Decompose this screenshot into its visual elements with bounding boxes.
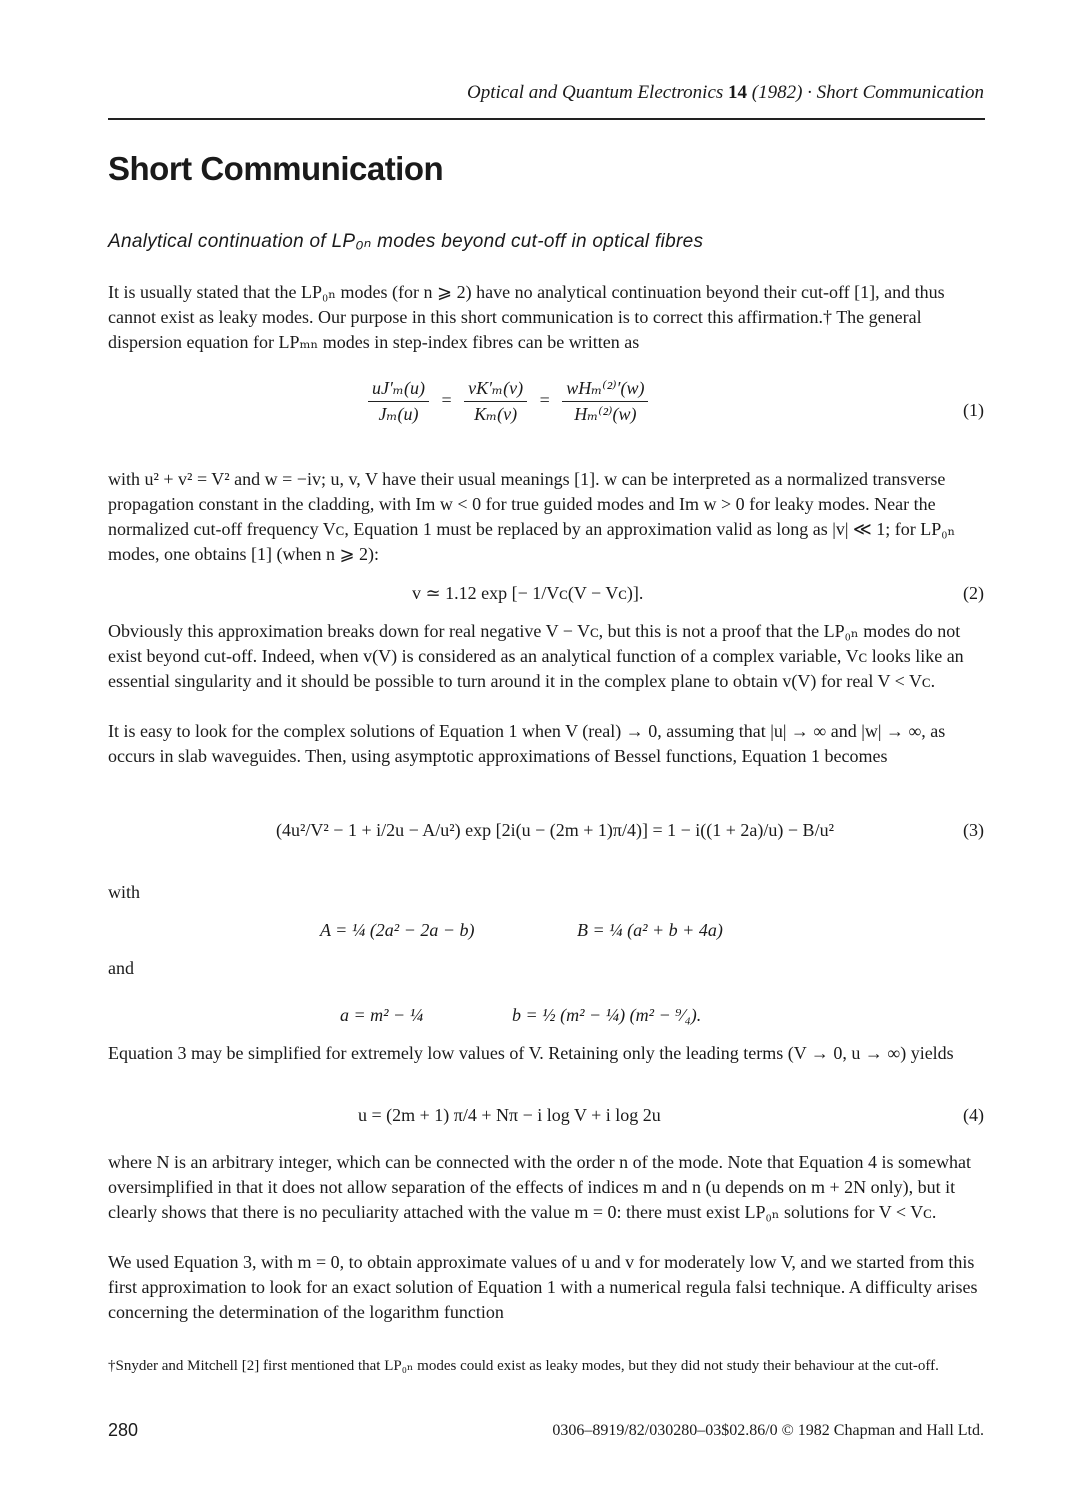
word-with: with — [108, 882, 141, 902]
paragraph-cutoff: Obviously this approximation breaks down for real negative V − Vᴄ, but this is not a proof that the LP₀ₙ modes do not exist beyond cut-off. Indeed, when v(V) is considered as an analytical function of a complex variable, Vᴄ looks like an essential singularity and it should be possible to turn around it in the complex plane to obtain v(V) for real V < Vᴄ. — [108, 621, 964, 691]
copyright-imprint: 0306–8919/82/030280–03$02.86/0 © 1982 Chapman and Hall Ltd. — [552, 1422, 984, 1439]
paragraph-asymptotic: It is easy to look for the complex solutions of Equation 1 when V (real) → 0, assuming that |u| → ∞ and |w| → ∞, as occurs in slab waveguides. Then, using asymptotic approximations of Bessel functions, Equation 1 becomes — [108, 721, 946, 766]
equation-B: B = ¼ (a² + b + 4a) — [577, 920, 723, 940]
equation-4: u = (2m + 1) π/4 + Nπ − i log V + i log 2u — [358, 1105, 661, 1125]
eq1-rhs: $\frac{\text{wHₘ⁽²⁾′(w)}}{\text{Hₘ⁽²⁾(w)}}$ — [562, 378, 648, 425]
equation-2: v ≃ 1.12 exp [− 1/Vᴄ(V − Vᴄ)]. — [412, 583, 644, 603]
equation-2-number: (2) — [963, 583, 984, 603]
section-title: Short Communication — [108, 150, 444, 187]
footnote: †Snyder and Mitchell [2] first mentioned that LP₀ₙ modes could exist as leaky modes, but they did not study their behaviour at the cut-off. — [108, 1358, 939, 1374]
equation-1: $\frac{\text{uJ′ₘ(u)}}{\text{Jₘ(u)}}$ = $\frac{\text{vK′ₘ(v)}}{\text{Kₘ(v)}}$ = $\frac{\text{wHₘ⁽²⁾′(w)}}{\text{Hₘ⁽²⁾(w)}}$ — [368, 378, 648, 425]
header-rule — [108, 118, 985, 120]
paragraph-order: where N is an arbitrary integer, which can be connected with the order n of the mode. Note that Equation 4 is somewhat oversimplified in that it does not allow separation of the effects of indices m and n (u depends on m + 2N only), but it clearly shows that there is no peculiarity attached with the value m = 0: there must exist LP₀ₙ solutions for V < Vᴄ. — [108, 1152, 971, 1222]
journal-name: Optical and Quantum Electronics — [466, 82, 724, 103]
paragraph-dispersion: with u² + v² = V² and w = −iv; u, v, V have their usual meanings [1]. w can be interpreted as a normalized transverse propagation constant in the cladding, with Im w < 0 for true guided modes and Im w > 0 for leaky modes. Near the normalized cut-off frequency Vᴄ, Equation 1 must be replaced by an approximation valid as long as |v| ≪ 1; for LP₀ₙ modes, one obtains [1] (when n ⩾ 2): — [108, 469, 956, 564]
paragraph-regula-falsi: We used Equation 3, with m = 0, to obtain approximate values of u and v for moderately low V, and we started from this first approximation to look for an exact solution of Equation 1 with a numerical regula falsi technique. A difficulty arises concerning the determination of the logarithm function — [108, 1252, 978, 1322]
equation-3: (4u²/V² − 1 + i/2u − A/u²) exp [2i(u − (2m + 1)π/4)] = 1 − i((1 + 2a)/u) − B/u² — [276, 820, 834, 840]
paragraph-simplified: Equation 3 may be simplified for extremely low values of V. Retaining only the leading terms (V → 0, u → ∞) yields — [108, 1043, 954, 1063]
equation-b: b = ½ (m² − ¼) (m² − ⁹⁄₄). — [512, 1005, 702, 1025]
paragraph-intro: It is usually stated that the LP₀ₙ modes (for n ⩾ 2) have no analytical continuation beyond their cut-off [1], and thus cannot exist as leaky modes. Our purpose in this short communication is to correct this affirmation.† The general dispersion equation for LPₘₙ modes in step-index fibres can be written as — [108, 282, 945, 352]
equation-1-number: (1) — [963, 400, 984, 420]
running-head-suffix: (1982) · Short Communication — [751, 82, 984, 103]
equation-A: A = ¼ (2a² − 2a − b) — [320, 920, 475, 940]
word-and: and — [108, 958, 134, 978]
running-head — [467, 82, 984, 104]
page-number: 280 — [108, 1420, 139, 1440]
equation-4-number: (4) — [963, 1105, 984, 1125]
equation-3-number: (3) — [963, 820, 984, 840]
eq1-mid: $\frac{\text{vK′ₘ(v)}}{\text{Kₘ(v)}}$ — [464, 378, 527, 425]
article-title: Analytical continuation of LP₀ₙ modes beyond cut-off in optical fibres — [108, 231, 704, 252]
equation-a: a = m² − ¼ — [340, 1005, 424, 1025]
eq1-lhs: $\frac{\text{uJ′ₘ(u)}}{\text{Jₘ(u)}}$ — [368, 378, 429, 425]
volume-number: 14 — [728, 82, 748, 103]
